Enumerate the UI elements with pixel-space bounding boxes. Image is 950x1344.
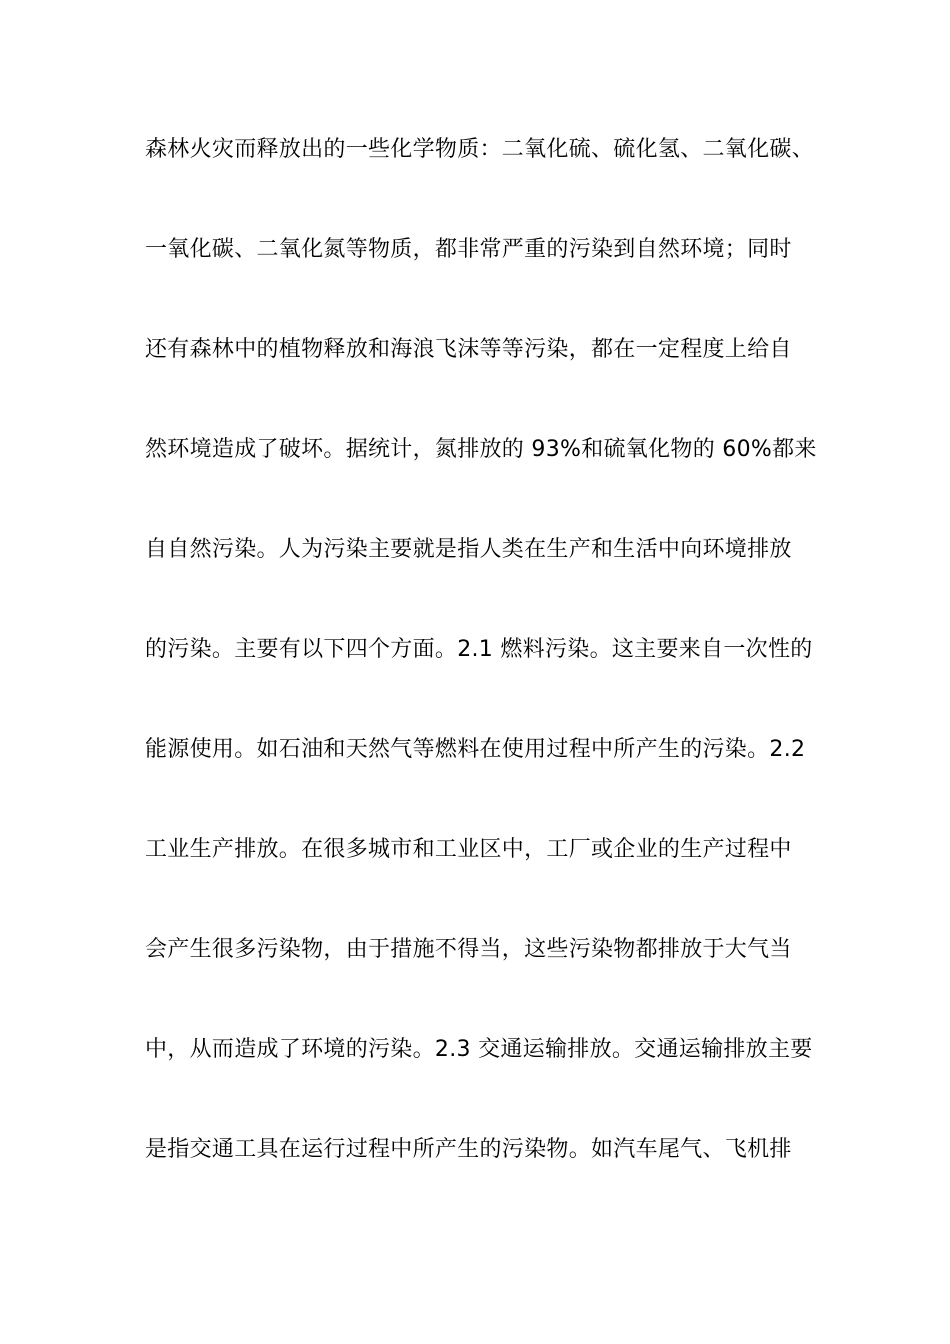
text-line: 工业生产排放。在很多城市和工业区中，工厂或企业的生产过程中 [145,837,792,862]
text-line: 还有森林中的植物释放和海浪飞沫等等污染，都在一定程度上给自 [145,337,792,362]
text-line: 一氧化碳、二氧化氮等物质，都非常严重的污染到自然环境；同时 [145,237,792,262]
text-line: 是指交通工具在运行过程中所产生的污染物。如汽车尾气、飞机排 [145,1137,792,1162]
text-line: 会产生很多污染物，由于措施不得当，这些污染物都排放于大气当 [145,937,792,962]
text-line: 能源使用。如石油和天然气等燃料在使用过程中所产生的污染。2.2 [145,737,806,762]
text-line: 的污染。主要有以下四个方面。2.1 燃料污染。这主要来自一次性的 [145,637,813,662]
text-line: 自自然污染。人为污染主要就是指人类在生产和生活中向环境排放 [145,537,792,562]
body-text [145,130,865,1230]
text-line: 中，从而造成了环境的污染。2.3 交通运输排放。交通运输排放主要 [145,1037,813,1062]
text-line: 森林火灾而释放出的一些化学物质：二氧化硫、硫化氢、二氧化碳、 [145,137,815,162]
text-line: 然环境造成了破坏。据统计，氮排放的 93%和硫氧化物的 60%都来 [145,437,817,462]
